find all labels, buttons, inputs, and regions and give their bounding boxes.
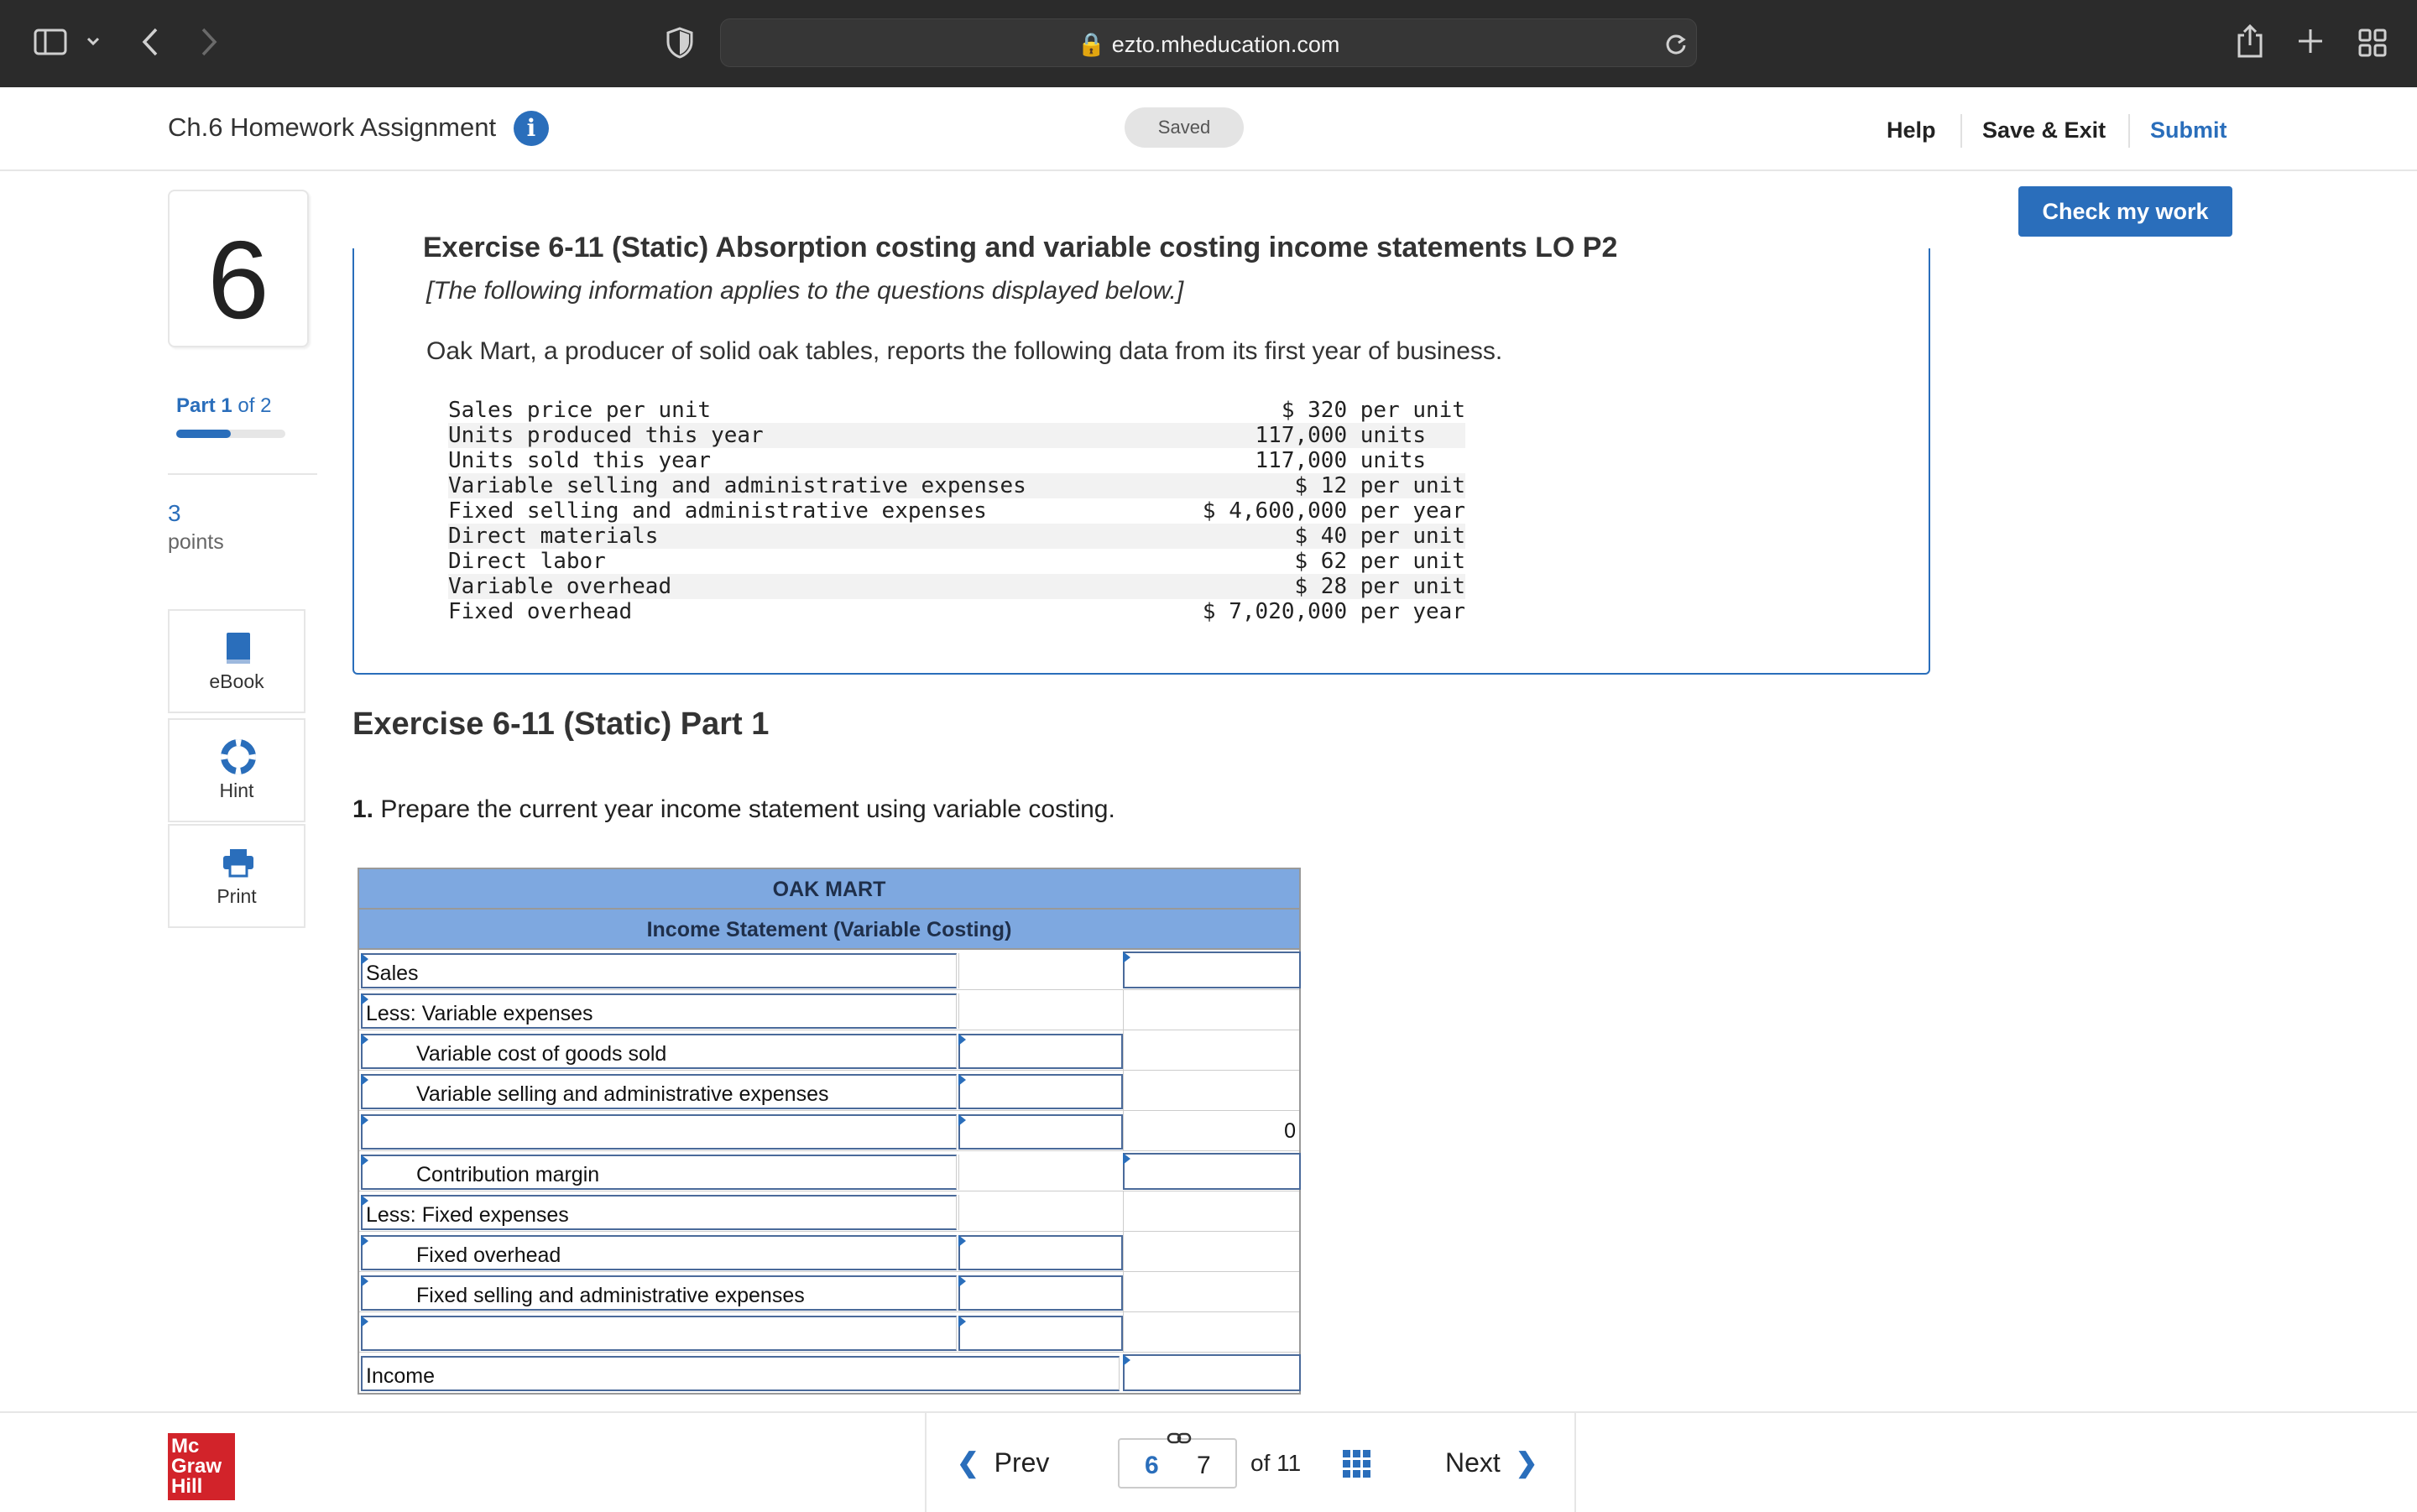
statement-company: OAK MART	[359, 869, 1299, 910]
statement-row	[359, 1232, 1299, 1272]
forward-icon[interactable]	[200, 27, 218, 57]
total-value: 0	[1284, 1119, 1296, 1143]
data-value: $ 320	[1281, 398, 1348, 423]
mcgraw-hill-logo	[168, 1433, 235, 1500]
current-page[interactable]: 6	[1145, 1452, 1159, 1479]
footer-divider	[1574, 1413, 1576, 1512]
total-cell	[1123, 1111, 1301, 1151]
statement-label-text: Fixed overhead	[416, 1243, 561, 1267]
next-button[interactable]	[1445, 1447, 1537, 1478]
statement-label-select[interactable]	[361, 1316, 957, 1351]
logo-line: Hill	[171, 1475, 203, 1498]
statement-row	[359, 1272, 1299, 1312]
prev-label: Prev	[994, 1447, 1050, 1478]
input-flag-icon	[1123, 1354, 1130, 1366]
check-my-work-button[interactable]: Check my work	[2018, 186, 2232, 237]
statement-row	[359, 1312, 1299, 1353]
dropdown-flag-icon	[361, 1074, 368, 1086]
share-icon[interactable]	[2236, 23, 2264, 59]
ebook-label: eBook	[209, 670, 264, 692]
info-icon[interactable]: i	[514, 111, 549, 146]
tab-overview-icon[interactable]	[2358, 29, 2387, 57]
page-jump-box[interactable]	[1118, 1438, 1237, 1489]
lifebuoy-icon	[220, 738, 257, 775]
part-current: 1	[221, 394, 232, 417]
shield-icon[interactable]	[666, 27, 693, 59]
data-value: $ 12	[1026, 473, 1347, 498]
data-row	[448, 398, 1465, 423]
total-input[interactable]	[1123, 1354, 1301, 1391]
data-row	[448, 448, 1465, 473]
footer-divider	[925, 1413, 927, 1512]
browser-toolbar	[0, 0, 2417, 87]
amount-input[interactable]	[958, 1114, 1123, 1150]
input-flag-icon	[958, 1074, 966, 1086]
statement-label-select[interactable]	[361, 1034, 957, 1069]
save-exit-link[interactable]: Save & Exit	[1982, 117, 2106, 143]
amount-cell	[958, 1155, 1123, 1190]
prompt-number: 1.	[352, 795, 374, 823]
submit-link[interactable]: Submit	[2150, 117, 2227, 143]
data-label: Direct labor	[448, 549, 606, 574]
question-number: 6	[207, 218, 269, 342]
link-icon	[1167, 1430, 1192, 1447]
given-data-table	[448, 398, 1465, 624]
data-label: Direct materials	[448, 524, 1026, 549]
total-cell	[1123, 1272, 1301, 1312]
data-value: $ 4,600,000	[1202, 498, 1348, 524]
statement-label-text: Variable selling and administrative expenses	[416, 1082, 829, 1106]
exercise-info-panel	[352, 232, 1930, 675]
data-row	[448, 599, 1465, 624]
data-row	[448, 498, 1465, 524]
input-flag-icon	[958, 1034, 966, 1045]
data-value: $ 40	[1026, 524, 1347, 549]
print-button[interactable]	[168, 824, 305, 928]
statement-row	[359, 1151, 1299, 1191]
statement-row	[359, 1191, 1299, 1232]
data-row	[448, 549, 1465, 574]
data-row	[448, 524, 1465, 549]
next-label: Next	[1445, 1447, 1501, 1478]
chevron-left-icon: ❮	[957, 1447, 979, 1478]
data-unit: per unit	[1347, 549, 1465, 574]
statement-row	[359, 1353, 1299, 1393]
left-divider	[168, 473, 317, 475]
total-cell	[1123, 1071, 1301, 1111]
info-intro: Oak Mart, a producer of solid oak tables, reports the following data from its first year of business.	[426, 337, 1503, 365]
next-page-number[interactable]: 7	[1197, 1452, 1211, 1479]
info-note: [The following information applies to the questions displayed below.]	[426, 277, 1184, 305]
points-value: 3	[168, 500, 181, 526]
chevron-down-icon[interactable]	[86, 35, 101, 49]
income-statement-table	[358, 868, 1301, 1395]
total-input[interactable]	[1123, 952, 1301, 988]
data-label: Variable overhead	[448, 574, 1026, 599]
total-cell	[1123, 1232, 1301, 1272]
header-divider	[1960, 114, 1962, 148]
page-total: of 11	[1250, 1450, 1302, 1476]
amount-input[interactable]	[958, 1235, 1123, 1270]
statement-label-text: Fixed selling and administrative expenses	[416, 1284, 805, 1307]
hint-label: Hint	[219, 779, 254, 801]
input-flag-icon	[1123, 952, 1130, 963]
logo-line: Graw	[171, 1455, 222, 1478]
amount-cell	[958, 993, 1123, 1029]
statement-label-select[interactable]	[361, 1114, 957, 1150]
data-unit: units	[1347, 423, 1465, 448]
new-tab-icon[interactable]	[2296, 27, 2325, 55]
hint-button[interactable]	[168, 718, 305, 822]
amount-input[interactable]	[958, 1316, 1123, 1351]
data-unit: per unit	[1347, 574, 1465, 599]
ebook-button[interactable]	[168, 609, 305, 713]
amount-cell	[958, 953, 1123, 988]
help-link[interactable]: Help	[1887, 117, 1936, 143]
data-unit: units	[1347, 448, 1427, 473]
statement-row	[359, 1071, 1299, 1111]
total-input[interactable]	[1123, 1153, 1301, 1190]
statement-label-text: Less: Variable expenses	[366, 1002, 593, 1025]
part-progress-bar	[176, 430, 285, 438]
statement-label-select[interactable]	[361, 1074, 957, 1109]
data-unit: per unit	[1347, 473, 1465, 498]
prev-button[interactable]	[957, 1447, 1049, 1478]
statement-label-text: Less: Fixed expenses	[366, 1203, 569, 1227]
total-cell	[1123, 1191, 1301, 1232]
saved-status-badge: Saved	[1125, 107, 1244, 148]
data-row	[448, 423, 1465, 448]
input-flag-icon	[958, 1275, 966, 1287]
statement-label-select[interactable]	[361, 953, 957, 988]
points-label: points	[168, 530, 224, 554]
statement-label-select[interactable]	[361, 1275, 957, 1311]
data-unit: per unit	[1347, 524, 1465, 549]
amount-input[interactable]	[958, 1074, 1123, 1109]
reload-icon[interactable]	[1664, 33, 1688, 56]
data-label: Sales price per unit	[448, 398, 712, 423]
data-unit: per year	[1347, 599, 1465, 624]
input-flag-icon	[1123, 1153, 1130, 1165]
data-value: 117,000	[1026, 423, 1347, 448]
address-bar[interactable]	[720, 18, 1697, 67]
statement-label-text: Income	[366, 1364, 435, 1388]
input-flag-icon	[958, 1235, 966, 1247]
amount-cell	[958, 1195, 1123, 1230]
dropdown-flag-icon	[361, 1235, 368, 1247]
data-row	[448, 574, 1465, 599]
part-progress-fill	[176, 430, 231, 438]
part-total: of 2	[238, 394, 272, 417]
dropdown-flag-icon	[361, 1114, 368, 1126]
statement-label-text: Variable cost of goods sold	[416, 1042, 667, 1066]
statement-label-select[interactable]	[361, 1155, 957, 1190]
statement-label-select[interactable]	[361, 1356, 1120, 1391]
logo-line: Mc	[171, 1435, 200, 1457]
back-icon[interactable]	[141, 27, 159, 57]
amount-input[interactable]	[958, 1034, 1123, 1069]
data-label: Units produced this year	[448, 423, 1026, 448]
book-icon	[220, 629, 257, 666]
assignment-title: Ch.6 Homework Assignment	[168, 112, 497, 142]
statement-row	[359, 1030, 1299, 1071]
url-text	[721, 31, 1696, 58]
total-cell	[1123, 1030, 1301, 1071]
data-label: Fixed selling and administrative expenses	[448, 498, 987, 524]
dropdown-flag-icon	[361, 1155, 368, 1166]
statement-label-select[interactable]	[361, 993, 957, 1029]
sidebar-toggle-icon[interactable]	[34, 29, 67, 55]
dropdown-flag-icon	[361, 1034, 368, 1045]
part-word: Part	[176, 394, 216, 417]
question-number-card	[168, 190, 309, 347]
statement-rows	[359, 950, 1299, 1393]
total-cell	[1123, 990, 1301, 1030]
dropdown-flag-icon	[361, 1316, 368, 1327]
amount-input[interactable]	[958, 1275, 1123, 1311]
question-prompt	[352, 795, 1115, 824]
data-value: $ 7,020,000	[1202, 599, 1348, 624]
print-label: Print	[217, 885, 257, 907]
statement-row	[359, 990, 1299, 1030]
statement-label-text: Contribution margin	[416, 1163, 600, 1186]
statement-row	[359, 950, 1299, 990]
data-value: $ 28	[1026, 574, 1347, 599]
statement-label-text: Sales	[366, 962, 419, 985]
grid-view-icon[interactable]	[1343, 1450, 1371, 1478]
data-value: 117,000	[1255, 448, 1348, 473]
part-indicator	[176, 394, 271, 418]
dropdown-flag-icon	[361, 1275, 368, 1287]
data-label: Units sold this year	[448, 448, 712, 473]
statement-title: Income Statement (Variable Costing)	[359, 910, 1299, 950]
app-header	[0, 87, 2417, 171]
data-label: Variable selling and administrative expenses	[448, 473, 1026, 498]
data-value: $ 62	[1294, 549, 1348, 574]
prompt-text: Prepare the current year income statement using variable costing.	[373, 795, 1115, 823]
url-value: ezto.mheducation.com	[1111, 32, 1340, 57]
header-divider	[2128, 114, 2130, 148]
exercise-title-clipped: Exercise 6-11 (Static) Absorption costing and variable costing income statements LO P2	[423, 232, 1618, 263]
total-cell	[1123, 1312, 1301, 1353]
statement-label-select[interactable]	[361, 1235, 957, 1270]
part-heading: Exercise 6-11 (Static) Part 1	[352, 706, 770, 742]
statement-row	[359, 1111, 1299, 1151]
footer-nav	[0, 1411, 2417, 1510]
data-label: Fixed overhead	[448, 599, 633, 624]
statement-label-select[interactable]	[361, 1195, 957, 1230]
data-row	[448, 473, 1465, 498]
data-unit: per unit	[1347, 398, 1465, 423]
data-unit: per year	[1347, 498, 1465, 524]
input-flag-icon	[958, 1316, 966, 1327]
input-flag-icon	[958, 1114, 966, 1126]
printer-icon	[220, 844, 257, 881]
lock-icon: 🔒	[1077, 32, 1106, 57]
chevron-right-icon: ❯	[1515, 1447, 1538, 1478]
